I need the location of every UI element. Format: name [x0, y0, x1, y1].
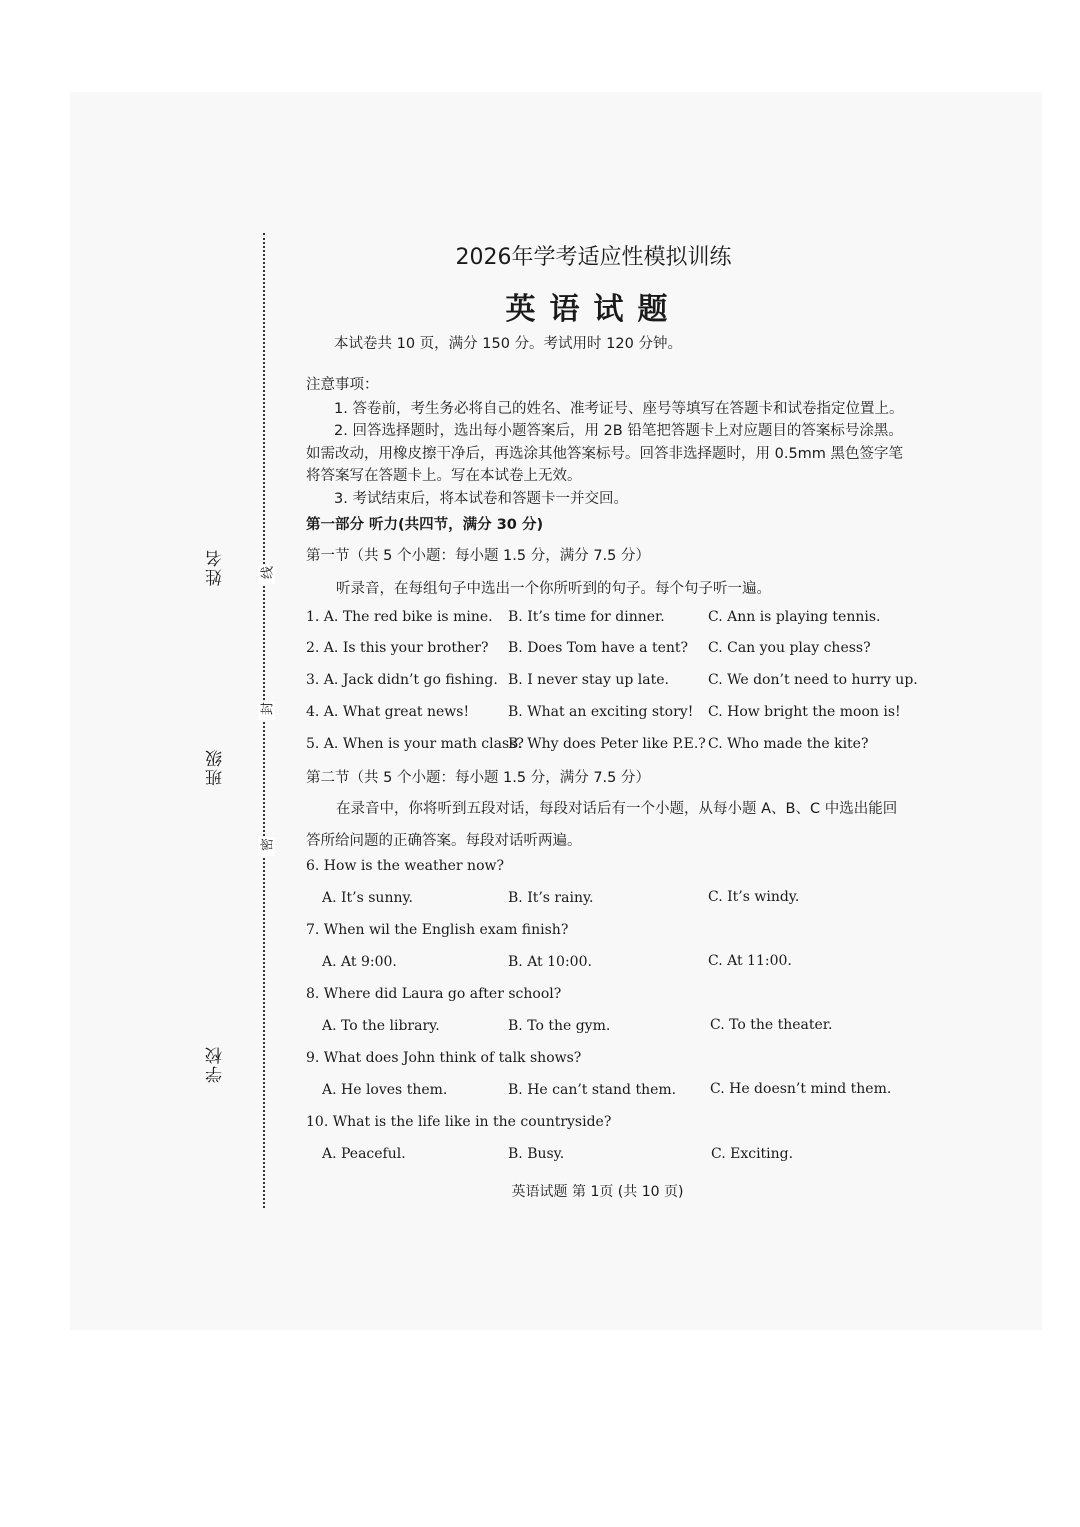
- item-3-option-b: B. I never stay up late.: [508, 672, 669, 688]
- part1-heading: 第一部分 听力(共四节，满分 30 分): [306, 517, 544, 533]
- question-9: 9. What does John think of talk shows?: [306, 1050, 582, 1066]
- note-2-end: 将答案写在答题卡上。写在本试卷上无效。: [306, 468, 582, 484]
- section2-heading: 第二节（共 5 个小题：每小题 1.5 分，满分 7.5 分）: [306, 770, 650, 786]
- question-7-option-b: B. At 10:00.: [508, 954, 592, 970]
- item-5-option-a: 5. A. When is your math class?: [306, 736, 524, 752]
- item-4-option-a: 4. A. What great news!: [306, 704, 470, 720]
- question-6-option-c: C. It’s windy.: [708, 889, 800, 905]
- item-4-option-b: B. What an exciting story!: [508, 704, 694, 720]
- item-2-option-a: 2. A. Is this your brother?: [306, 640, 489, 656]
- school-label: 学校: [206, 1045, 226, 1083]
- question-8-option-b: B. To the gym.: [508, 1018, 611, 1034]
- class-label: 班级: [206, 748, 226, 786]
- question-9-option-b: B. He can’t stand them.: [508, 1082, 677, 1098]
- question-7-option-a: A. At 9:00.: [322, 954, 397, 970]
- question-10-option-c: C. Exciting.: [711, 1146, 794, 1162]
- question-7-option-c: C. At 11:00.: [708, 953, 792, 969]
- section2-instruction: 在录音中，你将听到五段对话，每段对话后有一个小题，从每小题 A、B、C 中选出能回: [336, 801, 898, 817]
- question-8: 8. Where did Laura go after school?: [306, 986, 562, 1002]
- item-1-option-b: B. It’s time for dinner.: [508, 609, 665, 625]
- question-6: 6. How is the weather now?: [306, 858, 504, 874]
- binding-dashed-line: [263, 233, 265, 1208]
- item-5-option-c: C. Who made the kite?: [708, 736, 869, 752]
- item-2-option-b: B. Does Tom have a tent?: [508, 640, 689, 656]
- item-2-option-c: C. Can you play chess?: [708, 640, 871, 656]
- item-1-option-c: C. Ann is playing tennis.: [708, 609, 881, 625]
- note-2-cont: 如需改动，用橡皮擦干净后，再选涂其他答案标号。回答非选择题时，用 0.5mm 黑色签字笔: [306, 446, 904, 462]
- question-9-option-a: A. He loves them.: [322, 1082, 448, 1098]
- question-8-option-c: C. To the theater.: [710, 1017, 833, 1033]
- item-3-option-c: C. We don’t need to hurry up.: [708, 672, 918, 688]
- seal-char-line: 线: [260, 567, 273, 582]
- item-1-option-a: 1. A. The red bike is mine.: [306, 609, 493, 625]
- name-label: 姓名: [206, 548, 226, 586]
- exam-info: 本试卷共 10 页，满分 150 分。考试用时 120 分钟。: [334, 336, 682, 352]
- question-9-option-c: C. He doesn’t mind them.: [710, 1081, 892, 1097]
- question-8-option-a: A. To the library.: [322, 1018, 440, 1034]
- page-footer: 英语试题 第 1页 (共 10 页): [511, 1184, 684, 1200]
- question-6-option-a: A. It’s sunny.: [322, 890, 413, 906]
- question-10: 10. What is the life like in the countryside?: [306, 1114, 612, 1130]
- item-5-option-b: B. Why does Peter like P.E.?: [508, 736, 706, 752]
- seal-char-seal: 封: [260, 703, 273, 718]
- question-6-option-b: B. It’s rainy.: [508, 890, 594, 906]
- note-3: 3. 考试结束后，将本试卷和答题卡一并交回。: [334, 491, 628, 507]
- subject-title: 英语试题: [505, 292, 682, 327]
- note-2: 2. 回答选择题时，选出每小题答案后，用 2B 铅笔把答题卡上对应题目的答案标号涂黑。: [334, 423, 903, 439]
- section1-heading: 第一节（共 5 个小题：每小题 1.5 分，满分 7.5 分）: [306, 548, 650, 564]
- note-1: 1. 答卷前，考生务必将自己的姓名、准考证号、座号等填写在答题卡和试卷指定位置上。: [334, 401, 904, 417]
- question-7: 7. When wil the English exam finish?: [306, 922, 569, 938]
- section2-instruction-cont: 答所给问题的正确答案。每段对话听两遍。: [306, 833, 582, 849]
- item-4-option-c: C. How bright the moon is!: [708, 704, 901, 720]
- seal-char-secret: 密: [260, 839, 273, 854]
- notes-heading: 注意事项：: [306, 377, 379, 393]
- exam-title: 2026年学考适应性模拟训练: [455, 245, 732, 270]
- question-10-option-b: B. Busy.: [508, 1146, 565, 1162]
- item-3-option-a: 3. A. Jack didn’t go fishing.: [306, 672, 498, 688]
- section1-instruction: 听录音，在每组句子中选出一个你所听到的句子。每个句子听一遍。: [336, 581, 771, 597]
- question-10-option-a: A. Peaceful.: [322, 1146, 406, 1162]
